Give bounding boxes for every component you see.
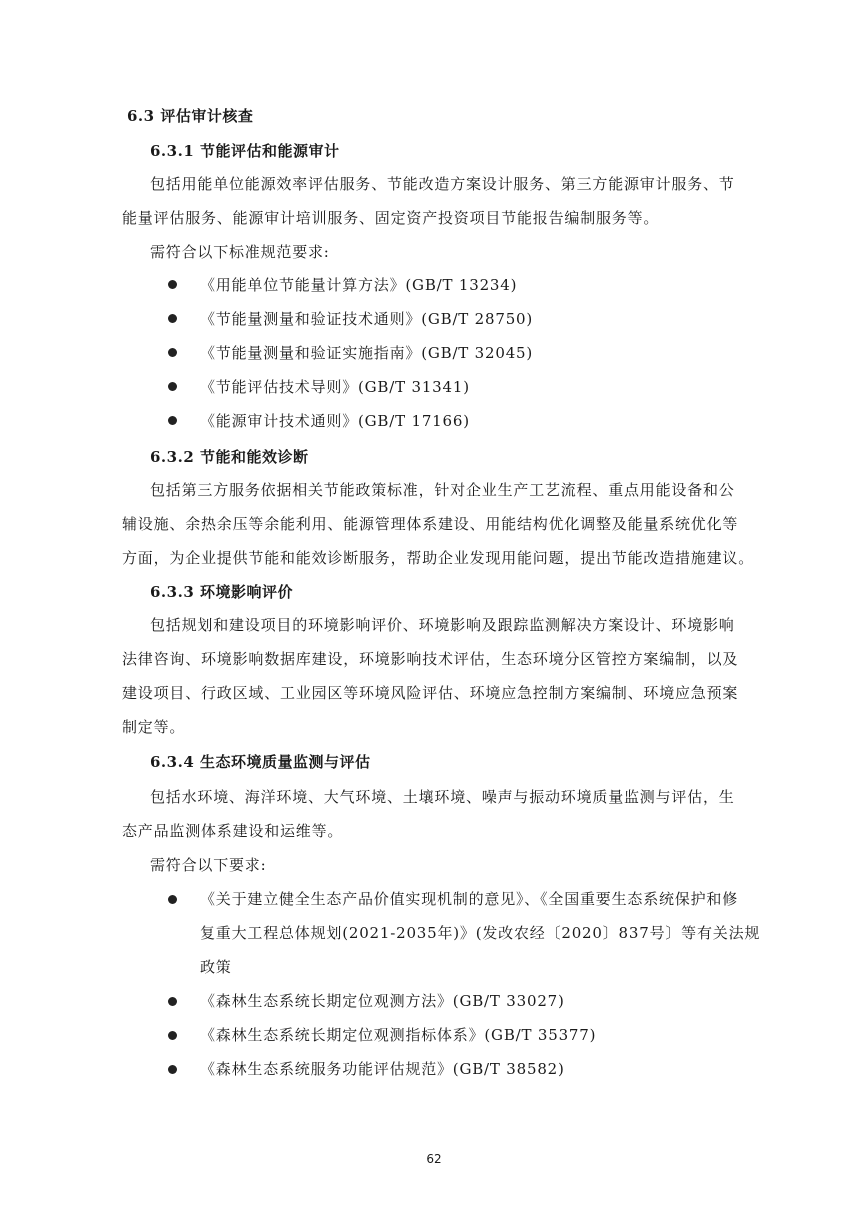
paragraph-line: 包括用能单位能源效率评估服务、节能改造方案设计服务、第三方能源审计服务、节 bbox=[150, 175, 735, 193]
section-heading: 6.3 评估审计核查 bbox=[127, 107, 254, 125]
bullet-dot bbox=[168, 997, 177, 1006]
subsection-heading: 6.3.4 生态环境质量监测与评估 bbox=[150, 753, 371, 771]
paragraph-line: 制定等。 bbox=[122, 718, 186, 736]
paragraph-line: 包括第三方服务依据相关节能政策标准，针对企业生产工艺流程、重点用能设备和公 bbox=[150, 481, 735, 499]
standard-item: 《森林生态系统长期定位观测指标体系》(GB/T 35377) bbox=[200, 1026, 597, 1044]
requirement-intro: 需符合以下标准规范要求: bbox=[150, 243, 330, 261]
bullet-dot bbox=[168, 1031, 177, 1040]
paragraph-line: 态产品监测体系建设和运维等。 bbox=[122, 822, 344, 840]
policy-item-line: 复重大工程总体规划(2021-2035年)》(发改农经〔2020〕837号〕等有关法规 bbox=[200, 924, 761, 942]
page-number: 62 bbox=[426, 1152, 442, 1166]
standard-item: 《能源审计技术通则》(GB/T 17166) bbox=[200, 412, 470, 430]
subsection-heading: 6.3.2 节能和能效诊断 bbox=[150, 448, 309, 466]
paragraph-line: 包括规划和建设项目的环境影响评价、环境影响及跟踪监测解决方案设计、环境影响 bbox=[150, 616, 735, 634]
subsection-heading: 6.3.3 环境影响评价 bbox=[150, 583, 293, 601]
standard-item: 《节能量测量和验证实施指南》(GB/T 32045) bbox=[200, 344, 534, 362]
policy-item-line: 《关于建立健全生态产品价值实现机制的意见》、《全国重要生态系统保护和修 bbox=[200, 890, 739, 908]
paragraph-line: 能量评估服务、能源审计培训服务、固定资产投资项目节能报告编制服务等。 bbox=[122, 209, 660, 227]
subsection-heading: 6.3.1 节能评估和能源审计 bbox=[150, 142, 340, 160]
standard-item: 《节能评估技术导则》(GB/T 31341) bbox=[200, 378, 470, 396]
requirement-intro: 需符合以下要求: bbox=[150, 856, 267, 874]
standard-item: 《节能量测量和验证技术通则》(GB/T 28750) bbox=[200, 310, 534, 328]
paragraph-line: 包括水环境、海洋环境、大气环境、土壤环境、噪声与振动环境质量监测与评估，生 bbox=[150, 788, 735, 806]
policy-item-line: 政策 bbox=[200, 958, 232, 976]
paragraph-line: 建设项目、行政区域、工业园区等环境风险评估、环境应急控制方案编制、环境应急预案 bbox=[122, 684, 739, 702]
bullet-dot bbox=[168, 314, 177, 323]
bullet-dot bbox=[168, 382, 177, 391]
paragraph-line: 辅设施、余热余压等余能利用、能源管理体系建设、用能结构优化调整及能量系统优化等 bbox=[122, 515, 739, 533]
bullet-dot bbox=[168, 895, 177, 904]
bullet-dot bbox=[168, 280, 177, 289]
standard-item: 《用能单位节能量计算方法》(GB/T 13234) bbox=[200, 276, 518, 294]
paragraph-line: 法律咨询、环境影响数据库建设，环境影响技术评估，生态环境分区管控方案编制，以及 bbox=[122, 650, 739, 668]
paragraph-line: 方面，为企业提供节能和能效诊断服务，帮助企业发现用能问题，提出节能改造措施建议。 bbox=[122, 549, 755, 567]
standard-item: 《森林生态系统长期定位观测方法》(GB/T 33027) bbox=[200, 992, 565, 1010]
standard-item: 《森林生态系统服务功能评估规范》(GB/T 38582) bbox=[200, 1060, 565, 1078]
bullet-dot bbox=[168, 1065, 177, 1074]
bullet-dot bbox=[168, 416, 177, 425]
bullet-dot bbox=[168, 348, 177, 357]
